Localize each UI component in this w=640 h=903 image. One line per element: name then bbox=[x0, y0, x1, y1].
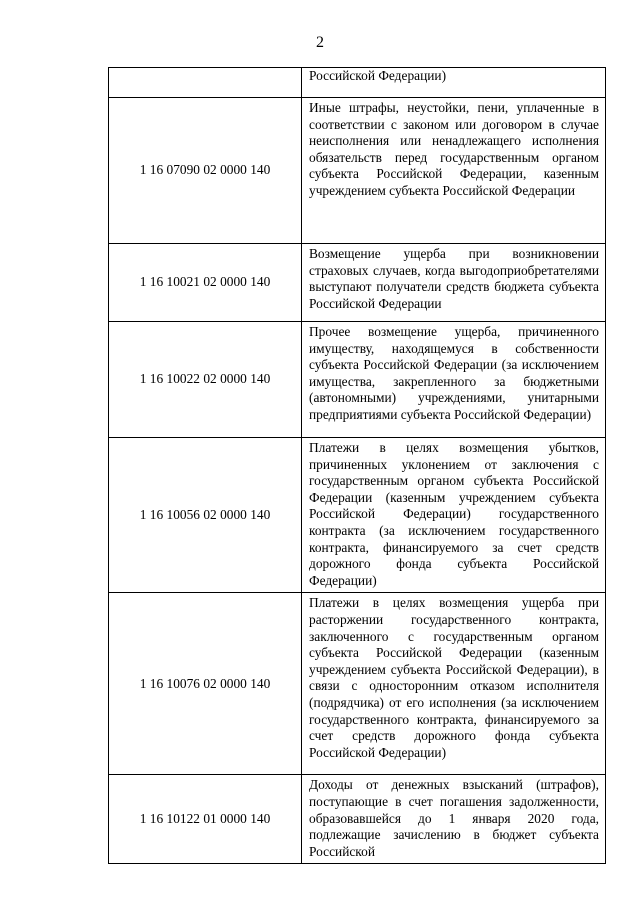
description-cell bbox=[302, 322, 606, 438]
table-row bbox=[109, 593, 606, 775]
description-text: Прочее возмещение ущерба, причиненного имуществу, находящемуся в собственности субъекта Российской Федерации (за исключением имущества, закрепленного за бюджетными (автономными) учреждениями, унитарными предприятиями субъекта Российской Федерации) bbox=[309, 324, 599, 422]
code-cell: 1 16 10076 02 0000 140 bbox=[109, 593, 302, 775]
description-cell bbox=[302, 775, 606, 864]
code-cell: 1 16 10122 01 0000 140 bbox=[109, 775, 302, 864]
code-cell: 1 16 10056 02 0000 140 bbox=[109, 438, 302, 593]
table-row bbox=[109, 775, 606, 864]
table-row bbox=[109, 438, 606, 593]
description-text: Возмещение ущерба при возникновении страховых случаев, когда выгодоприобретателями выступают получатели средств бюджета субъекта Российской Федерации bbox=[309, 246, 599, 311]
description-cell bbox=[302, 438, 606, 593]
budget-code-table bbox=[108, 67, 606, 864]
description-text: Платежи в целях возмещения убытков, причиненных уклонением от заключения с государственным органом субъекта Российской Федерации (казенным учреждением субъекта Российской Федерации) государственного контракта (за исключением государственного контракта, финансируемого за счет средств дорожного фонда субъекта Российской Федерации) bbox=[309, 440, 599, 588]
description-text: Платежи в целях возмещения ущерба при расторжении государственного контракта, заключенного с государственным органом субъекта Российской Федерации (казенным учреждением субъекта Российской Федерации), в связи с односторонним отказом исполнителя (подрядчика) от его исполнения (за исключением государственного контракта, финансируемого за счет средств дорожного фонда субъекта Российской Федерации) bbox=[309, 595, 599, 760]
description-text: Российской Федерации) bbox=[309, 68, 447, 83]
table-row bbox=[109, 322, 606, 438]
page-number: 2 bbox=[316, 34, 324, 51]
code-cell: 1 16 10022 02 0000 140 bbox=[109, 322, 302, 438]
description-text: Иные штрафы, неустойки, пени, уплаченные в соответствии с законом или договором в случае неисполнения или ненадлежащего исполнения обязательств перед государственным органом субъекта Российской Федерации, казенным учреждением субъекта Российской Федерации bbox=[309, 100, 599, 198]
table-row bbox=[109, 68, 606, 98]
table-row bbox=[109, 98, 606, 244]
description-cell bbox=[302, 68, 606, 98]
table-row bbox=[109, 244, 606, 322]
code-cell: 1 16 10021 02 0000 140 bbox=[109, 244, 302, 322]
code-cell: 1 16 07090 02 0000 140 bbox=[109, 98, 302, 244]
description-cell bbox=[302, 244, 606, 322]
description-cell bbox=[302, 593, 606, 775]
description-text: Доходы от денежных взысканий (штрафов), поступающие в счет погашения задолженности, образовавшейся до 1 января 2020 года, подлежащие зачислению в бюджет субъекта Российской bbox=[309, 777, 599, 859]
code-cell bbox=[109, 68, 302, 98]
description-cell bbox=[302, 98, 606, 244]
